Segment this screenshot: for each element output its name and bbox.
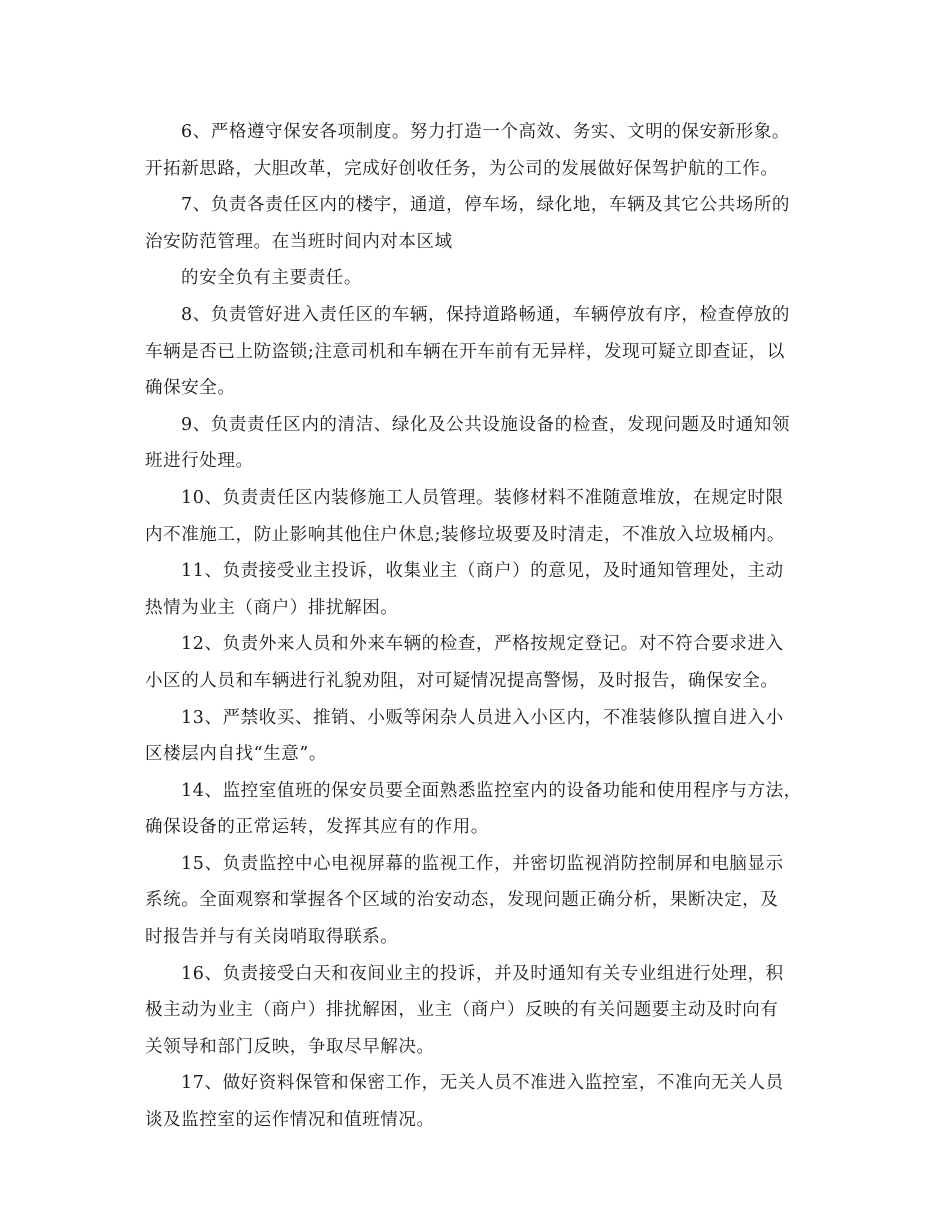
text-line: 11、负责接受业主投诉，收集业主（商户）的意见，及时通知管理处，主动: [181, 561, 784, 582]
paragraph-7-continued: [145, 260, 810, 297]
text-line: 7、负责各责任区内的楼宇，通道，停车场，绿化地，车辆及其它公共场所的: [181, 195, 791, 216]
text-line: 确保设备的正常运转，发挥其应有的作用。: [145, 817, 489, 838]
paragraph-15: [145, 846, 810, 956]
text-line: 6、严格遵守保安各项制度。努力打造一个高效、务实、文明的保安新形象。: [181, 122, 791, 142]
paragraph-14: [145, 773, 810, 846]
paragraph-13: [145, 700, 810, 773]
document-body: [145, 114, 810, 1139]
text-line: 班进行处理。: [145, 451, 254, 472]
text-line: 系统。全面观察和掌握各个区域的治安动态，发现问题正确分析，果断决定，及: [145, 890, 779, 911]
text-line: 极主动为业主（商户）排扰解困，业主（商户）反映的有关问题要主动及时向有: [145, 1000, 779, 1021]
text-line: 17、做好资料保管和保密工作，无关人员不准进入监控室，不准向无关人员: [181, 1073, 784, 1094]
text-line: 内不准施工，防止影响其他住户休息;装修垃圾要及时清走，不准放入垃圾桶内。: [145, 524, 785, 545]
paragraph-10: [145, 480, 810, 553]
text-line: 确保安全。: [145, 378, 236, 399]
paragraph-6: [145, 114, 810, 187]
text-line: 的安全负有主要责任。: [181, 268, 362, 289]
paragraph-8: [145, 297, 810, 407]
text-line: 关领导和部门反映，争取尽早解决。: [145, 1036, 435, 1057]
text-line: 16、负责接受白天和夜间业主的投诉，并及时通知有关专业组进行处理，积: [181, 963, 784, 984]
paragraph-17: [145, 1065, 810, 1138]
text-line: 14、监控室值班的保安员要全面熟悉监控室内的设备功能和使用程序与方法，: [181, 780, 802, 801]
text-line: 热情为业主（商户）排扰解困。: [145, 597, 399, 618]
text-line: 13、严禁收买、推销、小贩等闲杂人员进入小区内，不准装修队擅自进入小: [181, 707, 784, 728]
paragraph-7: [145, 187, 810, 260]
text-line: 12、负责外来人员和外来车辆的检查，严格按规定登记。对不符合要求进入: [181, 634, 784, 655]
text-line: 区楼层内自找“生意”。: [145, 744, 327, 765]
text-line: 9、负责责任区内的清洁、绿化及公共设施设备的检查，发现问题及时通知领: [181, 414, 791, 435]
text-line: 时报告并与有关岗哨取得联系。: [145, 927, 399, 948]
text-line: 治安防范管理。在当班时间内对本区域: [145, 231, 453, 252]
paragraph-9: [145, 407, 810, 480]
text-line: 车辆是否已上防盗锁;注意司机和车辆在开车前有无异样，发现可疑立即查证，以: [145, 341, 785, 362]
text-line: 15、负责监控中心电视屏幕的监视工作，并密切监视消防控制屏和电脑显示: [181, 853, 784, 874]
text-line: 10、负责责任区内装修施工人员管理。装修材料不准随意堆放，在规定时限: [181, 487, 784, 508]
text-line: 8、负责管好进入责任区的车辆，保持道路畅通，车辆停放有序，检查停放的: [181, 304, 791, 325]
text-line: 小区的人员和车辆进行礼貌劝阻，对可疑情况提高警惕，及时报告，确保安全。: [145, 670, 779, 691]
paragraph-12: [145, 626, 810, 699]
paragraph-16: [145, 956, 810, 1066]
paragraph-11: [145, 553, 810, 626]
text-line: 谈及监控室的运作情况和值班情况。: [145, 1110, 435, 1131]
text-line: 开拓新思路，大胆改革，完成好创收任务，为公司的发展做好保驾护航的工作。: [145, 158, 779, 179]
